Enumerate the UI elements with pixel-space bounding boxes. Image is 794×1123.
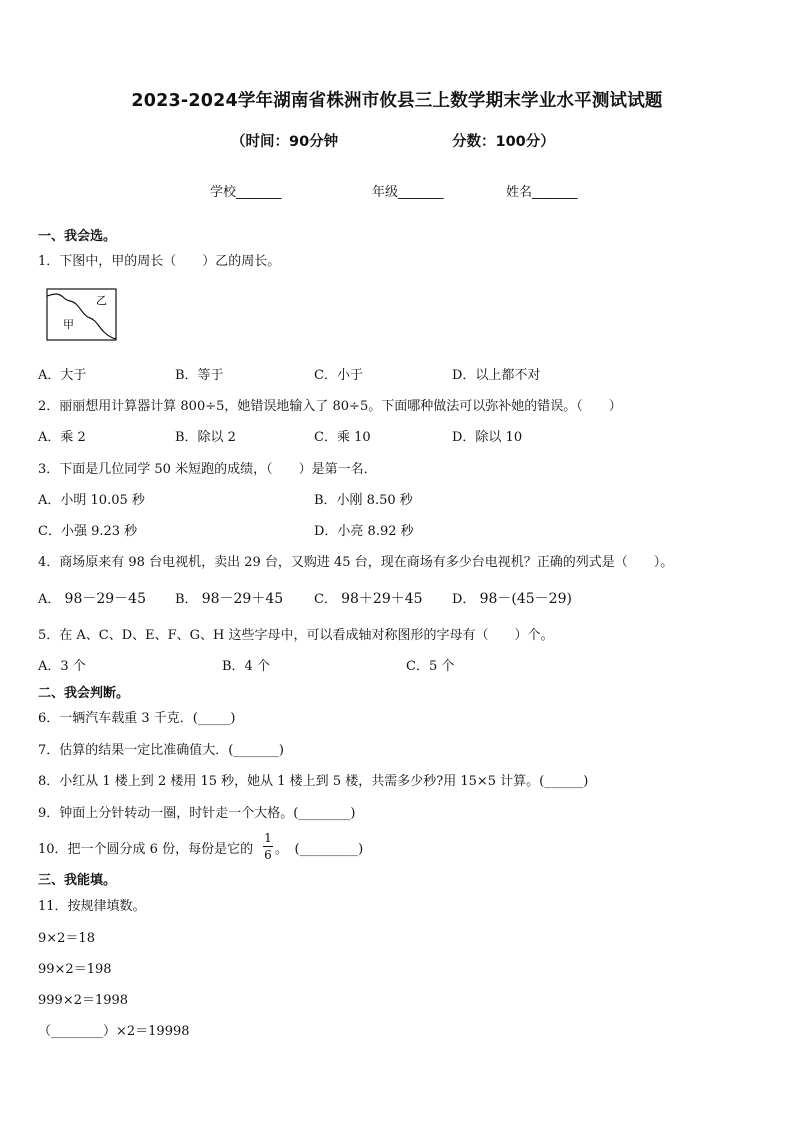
question-4: 4．商场原来有 98 台电视机，卖出 29 台，又购进 45 台，现在商场有多少台电视机？正确的列式是（ ）。: [38, 555, 674, 570]
section-heading-judge: 二、我会判断。: [38, 686, 130, 701]
q5-option-a: A．3 个: [38, 659, 86, 674]
q1-option-d: D．以上都不对: [452, 368, 541, 383]
fraction-bar: [263, 846, 273, 847]
question-10-text: 10．把一个圆分成 6 份，每份是它的: [38, 842, 254, 857]
q3-option-c: C．小强 9.23 秒: [38, 524, 138, 539]
question-7: 7．估算的结果一定比准确值大．(_______): [38, 743, 284, 758]
q1-option-a: A．大于: [38, 368, 87, 383]
question-2: 2．丽丽想用计算器计算 800÷5，她错误地输入了 80÷5。下面哪种做法可以弥补她的错误。（ ）: [38, 399, 622, 414]
q5-option-c: C．5 个: [406, 659, 455, 674]
pattern-line-3: 999×2＝1998: [38, 993, 129, 1008]
q4-option-c: [314, 588, 423, 608]
q1-option-b: B．等于: [175, 368, 224, 383]
q5-option-b: B．4 个: [222, 659, 270, 674]
q4-option-a-expr: 98－29－45: [64, 591, 146, 607]
exam-time: （时间：90分钟: [231, 134, 339, 150]
q3-option-a: A．小明 10.05 秒: [38, 493, 145, 508]
question-6: 6．一辆汽车载重 3 千克．(_____): [38, 711, 236, 726]
q4-option-c-expr: 98＋29＋45: [341, 591, 423, 607]
q4-option-d-letter: D．: [452, 592, 476, 607]
question-8: 8．小红从 1 楼上到 2 楼用 15 秒，她从 1 楼上到 5 楼，共需多少秒?用 15×5 计算。(______): [38, 774, 589, 789]
question-11: 11．按规律填数。: [38, 899, 146, 914]
question-5: 5．在 A、C、D、E、F、G、H 这些字母中，可以看成轴对称图形的字母有（ ）个。: [38, 628, 554, 643]
q2-option-b: B．除以 2: [175, 430, 236, 445]
q2-option-d: D．除以 10: [452, 430, 523, 445]
question-1: 1．下图中，甲的周长（ ）乙的周长。: [38, 254, 281, 269]
question-10-answer: 。 (_________): [275, 842, 364, 857]
perimeter-figure: [46, 288, 118, 342]
fraction-one-sixth: [263, 831, 273, 862]
q1-option-c: C．小于: [314, 368, 363, 383]
section-heading-fill: 三、我能填。: [38, 873, 117, 888]
q2-option-a: A．乘 2: [38, 430, 86, 445]
question-9: 9．钟面上分针转动一圈，时针走一个大格。(________): [38, 806, 356, 821]
q4-option-d: [452, 588, 572, 608]
q4-option-d-expr: 98－(45－29): [479, 591, 572, 607]
page-title: 2023-2024学年湖南省株洲市攸县三上数学期末学业水平测试试题: [131, 91, 663, 111]
section-heading-choice: 一、我会选。: [38, 229, 117, 244]
name-field: 姓名_______: [506, 185, 578, 200]
q4-option-a: [38, 588, 146, 608]
exam-score: 分数：100分）: [452, 134, 555, 150]
figure-label-jia: 甲: [63, 318, 74, 331]
pattern-line-1: 9×2＝18: [38, 931, 95, 946]
pattern-line-4: （________）×2＝19998: [38, 1024, 190, 1039]
pattern-line-2: 99×2＝198: [38, 962, 112, 977]
question-3: 3．下面是几位同学 50 米短跑的成绩，（ ）是第一名．: [38, 462, 377, 477]
q4-option-b-expr: 98－29＋45: [201, 591, 284, 607]
q4-option-c-letter: C．: [314, 592, 337, 607]
q4-option-a-letter: A．: [38, 592, 61, 607]
fraction-denominator: 6: [264, 848, 272, 862]
q3-option-d: D．小亮 8.92 秒: [314, 524, 414, 539]
q4-option-b-letter: B．: [175, 592, 198, 607]
q3-option-b: B．小刚 8.50 秒: [314, 493, 413, 508]
grade-field: 年级_______: [372, 185, 444, 200]
q4-option-b: [175, 588, 283, 608]
q2-option-c: C．乘 10: [314, 430, 371, 445]
fraction-numerator: 1: [264, 831, 272, 845]
school-field: 学校_______: [210, 185, 282, 200]
figure-label-yi: 乙: [96, 294, 107, 307]
